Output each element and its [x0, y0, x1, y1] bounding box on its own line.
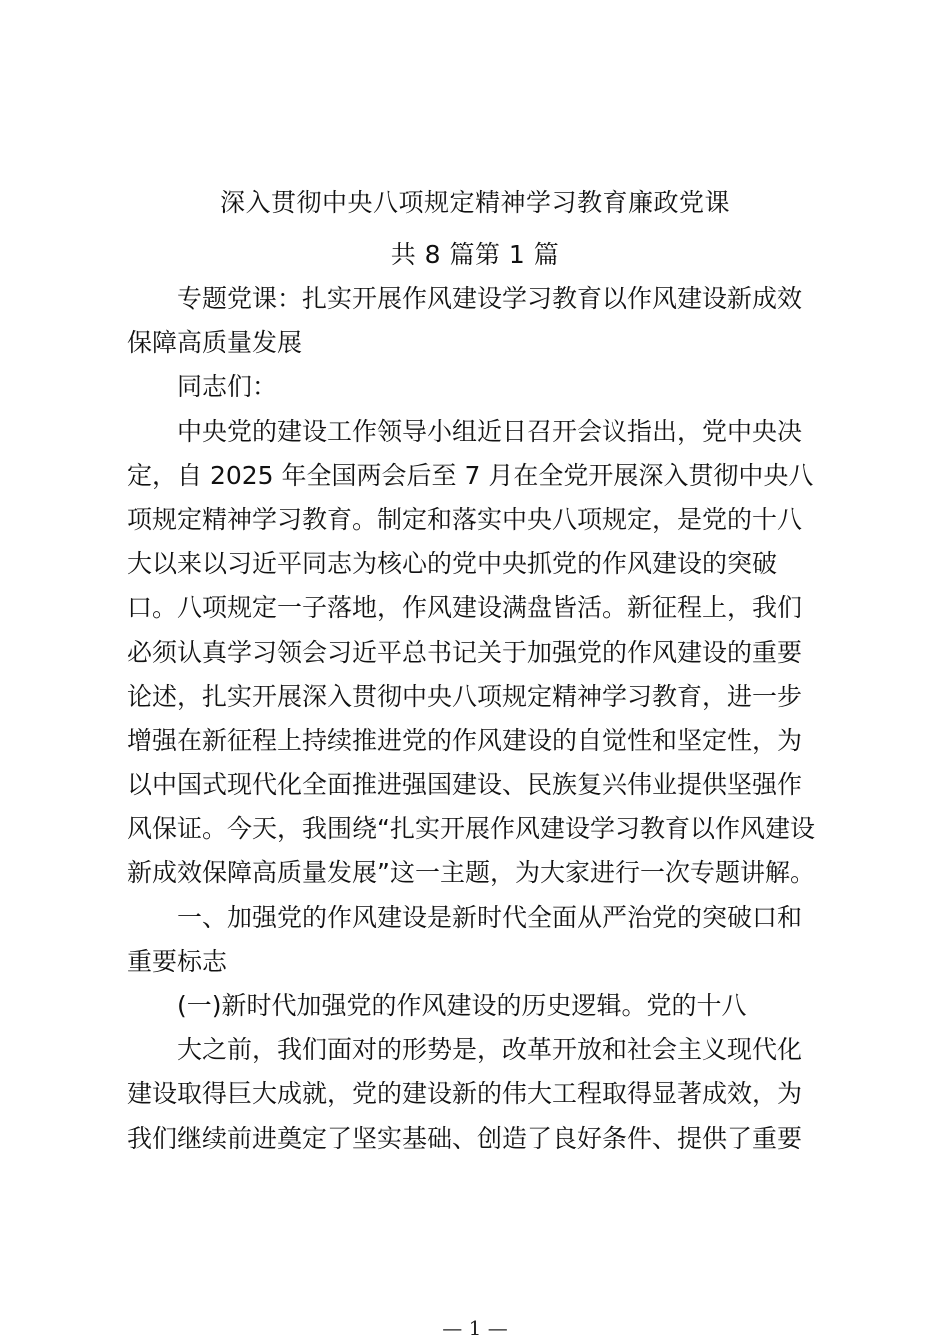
- text-line: 建设取得巨大成就，党的建设新的伟大工程取得显著成效，为: [127, 1079, 803, 1109]
- text-line: 保障高质量发展: [127, 328, 303, 358]
- text-line: 论述，扎实开展深入贯彻中央八项规定精神学习教育，进一步: [127, 681, 803, 711]
- text-line: 定，自 2025 年全国两会后至 7 月在全党开展深入贯彻中央八: [127, 460, 814, 490]
- text-line: 增强在新征程上持续推进党的作风建设的自觉性和坚定性，为: [127, 725, 803, 755]
- text-line: 新成效保障高质量发展”这一主题，为大家进行一次专题讲解。: [127, 858, 815, 888]
- text-line: 重要标志: [127, 946, 228, 976]
- page-number: — 1 —: [442, 1316, 508, 1340]
- text-line: 同志们：: [177, 372, 278, 402]
- text-line: 中央党的建设工作领导小组近日召开会议指出，党中央决: [177, 416, 803, 446]
- text-line: 风保证。今天，我围绕“扎实开展作风建设学习教育以作风建设: [127, 814, 815, 844]
- text-line: 一、加强党的作风建设是新时代全面从严治党的突破口和: [177, 902, 803, 932]
- text-line: 我们继续前进奠定了坚实基础、创造了良好条件、提供了重要: [127, 1123, 803, 1153]
- text-line: 大以来以习近平同志为核心的党中央抓党的作风建设的突破: [127, 549, 778, 579]
- text-line: 大之前，我们面对的形势是，改革开放和社会主义现代化: [177, 1035, 803, 1065]
- text-line: 以中国式现代化全面推进强国建设、民族复兴伟业提供坚强作: [127, 770, 803, 800]
- text-line: 项规定精神学习教育。制定和落实中央八项规定，是党的十八: [127, 504, 803, 534]
- text-line: 必须认真学习领会习近平总书记关于加强党的作风建设的重要: [127, 637, 803, 667]
- text-line: 口。八项规定一子落地，作风建设满盘皆活。新征程上，我们: [127, 593, 803, 623]
- text-line: (一)新时代加强党的作风建设的历史逻辑。党的十八: [177, 991, 747, 1020]
- document-body: [127, 277, 827, 1161]
- document-title: 深入贯彻中央八项规定精神学习教育廉政党课: [219, 188, 730, 217]
- document-subtitle: 共 8 篇第 1 篇: [390, 240, 560, 269]
- text-line: 专题党课：扎实开展作风建设学习教育以作风建设新成效: [177, 284, 803, 313]
